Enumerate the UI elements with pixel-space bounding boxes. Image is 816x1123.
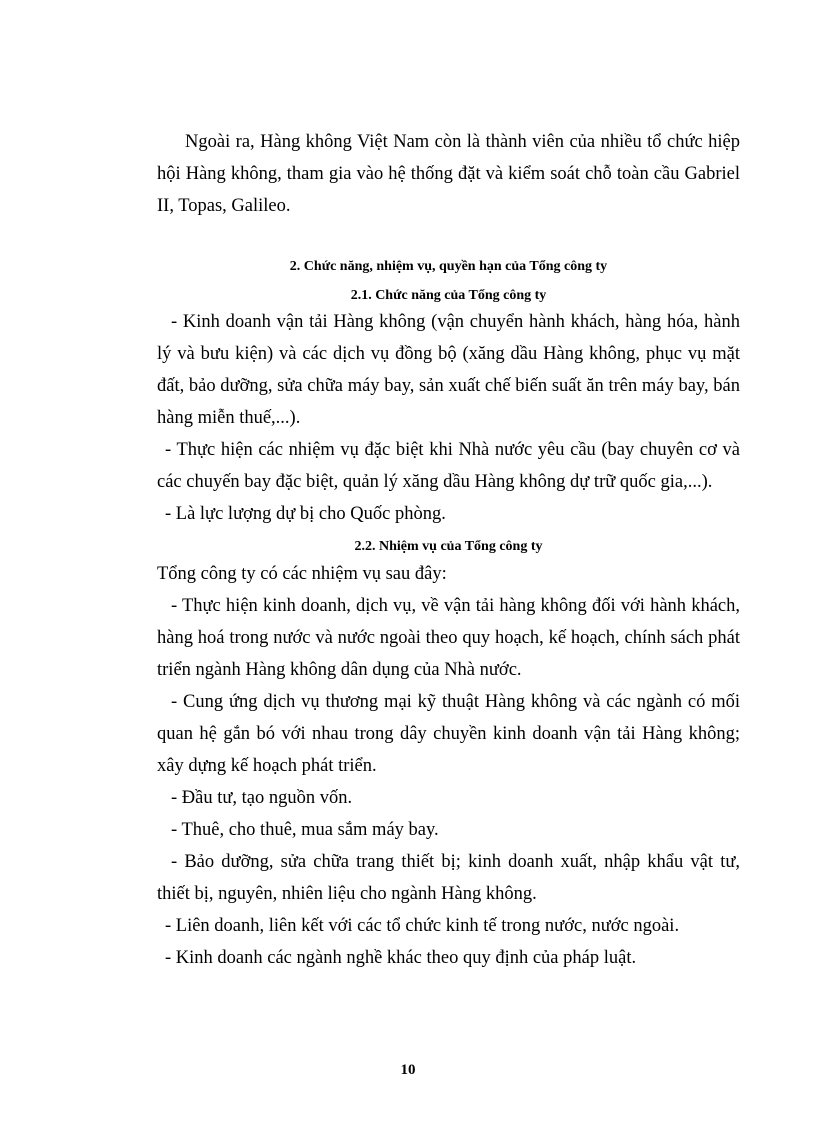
- duties-intro: Tổng công ty có các nhiệm vụ sau đây:: [157, 564, 447, 584]
- intro-paragraph: Ngoài ra, Hàng không Việt Nam còn là thành viên của nhiều tổ chức hiệp hội Hàng không, tham gia vào hệ thống đặt và kiểm soát chỗ toàn cầu Gabriel II, Topas, Galileo.: [157, 132, 740, 216]
- function-item: - Kinh doanh vận tải Hàng không (vận chuyển hành khách, hàng hóa, hành lý và bưu kiện) và các dịch vụ đồng bộ (xăng dầu Hàng không, phục vụ mặt đất, bảo dưỡng, sửa chữa máy bay, sản xuất chế biến suất ăn trên máy bay, bán hàng miễn thuế,...).: [157, 312, 740, 428]
- duty-item: - Thuê, cho thuê, mua sắm máy bay.: [171, 820, 439, 840]
- duty-item: - Kinh doanh các ngành nghề khác theo quy định của pháp luật.: [165, 948, 637, 968]
- duty-item: - Bảo dưỡng, sửa chữa trang thiết bị; kinh doanh xuất, nhập khẩu vật tư, thiết bị, nguyên, nhiên liệu cho ngành Hàng không.: [157, 852, 740, 904]
- subsection-heading: 2.1. Chức năng của Tổng công ty: [350, 288, 547, 303]
- duty-item: - Cung ứng dịch vụ thương mại kỹ thuật Hàng không và các ngành có mối quan hệ gắn bó với nhau trong dây chuyền kinh doanh vận tải Hàng không; xây dựng kế hoạch phát triển.: [157, 692, 740, 776]
- page-number: 10: [400, 1062, 416, 1078]
- duty-item: - Liên doanh, liên kết với các tổ chức kinh tế trong nước, nước ngoài.: [165, 916, 680, 936]
- function-item: - Là lực lượng dự bị cho Quốc phòng.: [165, 504, 446, 524]
- section-heading: 2. Chức năng, nhiệm vụ, quyền hạn của Tổng công ty: [289, 259, 608, 274]
- subsection-heading: 2.2. Nhiệm vụ của Tổng công ty: [354, 539, 543, 554]
- duty-item: - Đầu tư, tạo nguồn vốn.: [171, 788, 353, 808]
- function-item: - Thực hiện các nhiệm vụ đặc biệt khi Nhà nước yêu cầu (bay chuyên cơ và các chuyến bay đặc biệt, quản lý xăng dầu Hàng không dự trữ quốc gia,...).: [157, 440, 740, 492]
- duty-item: - Thực hiện kinh doanh, dịch vụ, về vận tải hàng không đối với hành khách, hàng hoá trong nước và nước ngoài theo quy hoạch, kế hoạch, chính sách phát triển ngành Hàng không dân dụng của Nhà nước.: [157, 596, 740, 680]
